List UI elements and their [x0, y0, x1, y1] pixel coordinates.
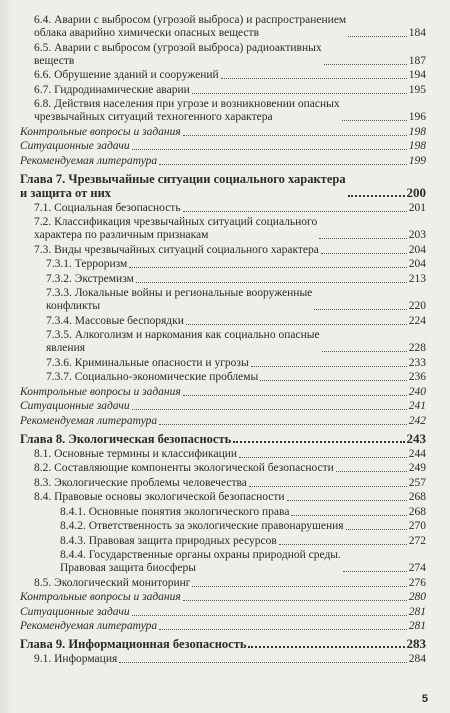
toc-entry-page: 184 [408, 27, 426, 39]
table-of-contents [20, 14, 426, 668]
toc-entry [20, 535, 426, 548]
toc-entry-title: Ситуационные задачи [20, 400, 130, 412]
toc-entry [20, 491, 426, 504]
toc-entry-page: 194 [408, 69, 426, 81]
toc-entry-title: 7.3.6. Криминальные опасности и угрозы [46, 356, 249, 369]
toc-entry [20, 448, 426, 461]
toc-entry-title: 7.3.5. Алкоголизм и наркомания как социально опасные явления [46, 329, 320, 354]
toc-entry [20, 506, 426, 519]
toc-entry [20, 155, 426, 168]
dot-leader [192, 586, 406, 587]
dot-leader [348, 36, 407, 37]
dot-leader [322, 351, 407, 352]
toc-entry [20, 357, 426, 370]
toc-entry [20, 42, 426, 68]
toc-entry-title: 7.3.4. Массовые беспорядки [46, 314, 184, 327]
toc-chapter-entry [20, 432, 426, 446]
toc-entry-page: 187 [408, 54, 426, 67]
toc-entry-title: 6.7. Гидродинамические аварии [34, 83, 190, 96]
toc-entry-page: 281 [408, 605, 426, 618]
dot-leader [159, 164, 407, 165]
toc-entry-page: 236 [408, 371, 426, 383]
toc-entry-title: 7.1. Социальная безопасность [34, 201, 181, 214]
toc-entry-page: 281 [408, 620, 426, 632]
toc-entry-page: 284 [408, 653, 426, 665]
toc-entry-title: Рекомендуемая литература [20, 414, 158, 427]
dot-leader [287, 500, 407, 501]
toc-entry-page: 270 [408, 520, 426, 532]
toc-entry [20, 98, 426, 124]
dot-leader [186, 324, 407, 325]
toc-entry [20, 400, 426, 413]
dot-leader [183, 211, 407, 212]
toc-entry-page: 242 [408, 414, 426, 427]
toc-entry [20, 462, 426, 475]
dot-leader [221, 78, 407, 79]
toc-entry-title: Контрольные вопросы и задания [20, 125, 181, 138]
toc-entry-page: 203 [408, 229, 426, 241]
dot-leader [129, 267, 406, 268]
dot-leader [348, 195, 405, 197]
dot-leader [279, 544, 407, 545]
toc-entry-title: 6.6. Обрушение зданий и сооружений [34, 69, 219, 81]
dot-leader [314, 309, 406, 310]
toc-entry-page: 243 [406, 430, 426, 446]
dot-leader [321, 253, 407, 254]
toc-entry-title: 6.8. Действия населения при угрозе и возникновении опасных чрезвычайных ситуаций техногенного характера [34, 98, 340, 123]
toc-entry [20, 202, 426, 215]
dot-leader [183, 395, 407, 396]
dot-leader [233, 441, 404, 443]
toc-entry [20, 549, 426, 575]
toc-entry [20, 216, 426, 242]
dot-leader [132, 409, 407, 410]
toc-entry-page: 272 [408, 534, 426, 547]
dot-leader [239, 457, 407, 458]
toc-entry [20, 69, 426, 82]
toc-entry-title: 6.4. Аварии с выбросом (угрозой выброса) и распространением облака аварийно химически опасных веществ [34, 14, 347, 39]
toc-entry-title: 8.4.4. Государственные органы охраны природной среды. Правовая защита биосферы [60, 549, 341, 574]
toc-entry-title: 9.1. Информация [34, 653, 118, 665]
toc-entry-title: Рекомендуемая литература [20, 154, 158, 167]
toc-entry [20, 126, 426, 139]
toc-entry-title: 7.3.7. Социально-экономические проблемы [46, 371, 259, 383]
toc-entry-page: 283 [406, 636, 426, 651]
toc-entry [20, 244, 426, 257]
dot-leader [159, 629, 407, 630]
dot-leader [119, 662, 406, 663]
toc-entry-page: 198 [408, 140, 426, 152]
toc-entry-title: 8.2. Составляющие компоненты экологической безопасности [34, 462, 334, 474]
toc-entry-page: 204 [408, 258, 426, 270]
toc-entry-page: 240 [408, 385, 426, 398]
toc-entry-page: 196 [408, 111, 426, 123]
dot-leader [132, 615, 407, 616]
toc-entry-page: 249 [408, 462, 426, 474]
toc-entry [20, 606, 426, 619]
toc-entry [20, 477, 426, 490]
dot-leader [291, 515, 406, 516]
toc-entry-title: 8.1. Основные термины и классификации [34, 447, 238, 460]
toc-entry [20, 371, 426, 384]
dot-leader [251, 366, 407, 367]
toc-entry [20, 315, 426, 328]
dot-leader [342, 120, 407, 121]
toc-entry-page: 213 [408, 272, 426, 285]
toc-entry-title: 7.3.3. Локальные войны и региональные вооруженные конфликты [46, 287, 313, 312]
toc-entry-title: 8.5. Экологический мониторинг [34, 576, 191, 589]
dot-leader [192, 93, 407, 94]
toc-entry-title: 8.4.3. Правовая защита природных ресурсов [60, 534, 277, 547]
dot-leader [183, 600, 407, 601]
toc-entry-page: 241 [408, 400, 426, 412]
toc-entry [20, 415, 426, 428]
toc-entry-title: Контрольные вопросы и задания [20, 591, 181, 603]
toc-entry-title: Контрольные вопросы и задания [20, 385, 181, 398]
dot-leader [132, 149, 407, 150]
toc-entry-page: 276 [408, 576, 426, 589]
toc-entry-title: 7.3.1. Терроризм [46, 258, 128, 270]
toc-entry [20, 577, 426, 590]
toc-entry [20, 386, 426, 399]
toc-entry [20, 620, 426, 633]
toc-entry-page: 201 [408, 201, 426, 214]
dot-leader [159, 424, 407, 425]
dot-leader [319, 238, 407, 239]
toc-chapter-entry [20, 637, 426, 651]
toc-entry-title: Рекомендуемая литература [20, 620, 158, 632]
toc-entry [20, 329, 426, 355]
toc-entry-page: 274 [408, 562, 426, 574]
toc-entry-title: Глава 8. Экологическая безопасность [20, 431, 232, 446]
toc-entry-page: 199 [408, 154, 426, 167]
dot-leader [136, 282, 407, 283]
toc-entry-page: 220 [408, 300, 426, 312]
toc-entry [20, 520, 426, 533]
toc-entry-page: 195 [408, 83, 426, 96]
toc-entry [20, 14, 426, 40]
toc-entry-title: Глава 9. Информационная безопасность [20, 637, 247, 651]
toc-entry-title: 6.5. Аварии с выбросом (угрозой выброса) радиоактивных веществ [34, 41, 322, 67]
toc-entry-title: 8.4. Правовые основы экологической безопасности [34, 491, 285, 503]
toc-entry-title: 8.4.2. Ответственность за экологические правонарушения [60, 520, 344, 532]
toc-entry-page: 198 [408, 125, 426, 138]
toc-entry-title: Глава 7. Чрезвычайные ситуации социального характера и защита от них [20, 171, 346, 200]
toc-entry-title: 7.3. Виды чрезвычайных ситуаций социального характера [34, 243, 319, 256]
toc-entry-title: 8.3. Экологические проблемы человечества [34, 476, 247, 489]
toc-entry [20, 287, 426, 313]
dot-leader [183, 135, 407, 136]
toc-entry-title: 7.2. Классификация чрезвычайных ситуаций социального характера по различным признакам [34, 216, 318, 241]
toc-chapter-entry [20, 172, 426, 200]
toc-entry-page: 200 [406, 184, 426, 200]
page-number: 5 [421, 693, 428, 705]
toc-entry-page: 228 [408, 342, 426, 354]
toc-entry-page: 233 [408, 356, 426, 369]
dot-leader [324, 64, 407, 65]
dot-leader [343, 571, 407, 572]
toc-entry-title: 8.4.1. Основные понятия экологического права [60, 505, 290, 518]
dot-leader [346, 529, 407, 530]
toc-entry-title: 7.3.2. Экстремизм [46, 272, 134, 285]
toc-entry-page: 268 [408, 491, 426, 503]
toc-entry [20, 258, 426, 271]
toc-entry-title: Ситуационные задачи [20, 140, 130, 152]
dot-leader [248, 646, 404, 648]
dot-leader [336, 471, 407, 472]
dot-leader [249, 486, 407, 487]
toc-entry-page: 244 [408, 447, 426, 460]
toc-entry [20, 84, 426, 97]
toc-entry-page: 257 [408, 476, 426, 489]
page-gutter [0, 0, 14, 713]
toc-entry-page: 224 [408, 314, 426, 327]
toc-entry-title: Ситуационные задачи [20, 605, 130, 618]
dot-leader [260, 380, 406, 381]
toc-entry-page: 268 [408, 505, 426, 518]
toc-entry-page: 204 [408, 243, 426, 256]
toc-entry [20, 591, 426, 604]
toc-entry [20, 273, 426, 286]
toc-entry-page: 280 [408, 591, 426, 603]
toc-entry [20, 140, 426, 153]
toc-entry [20, 653, 426, 666]
